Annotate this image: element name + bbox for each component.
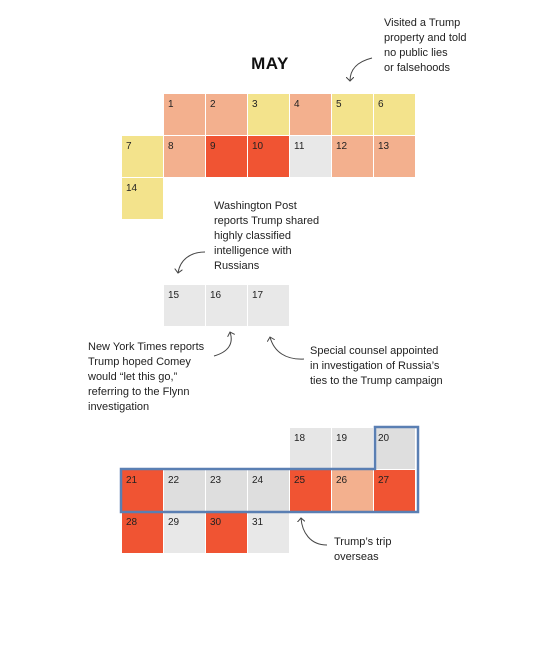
day-number: 31	[252, 517, 264, 528]
day-number: 30	[210, 517, 222, 528]
day-number: 14	[126, 183, 138, 194]
day-number: 13	[378, 141, 390, 152]
day-cell-12	[332, 136, 373, 177]
day-cell-14	[122, 178, 163, 219]
day-cell-25	[290, 470, 331, 511]
day-number: 11	[294, 141, 305, 152]
day-cell-19	[332, 428, 373, 469]
arrow-counsel	[270, 337, 304, 359]
day-number: 25	[294, 475, 306, 486]
day-number: 17	[252, 290, 264, 301]
day-cell-31	[248, 512, 289, 553]
day-number: 24	[252, 475, 264, 486]
day-number: 19	[336, 433, 348, 444]
day-cell-27	[374, 470, 415, 511]
annotation-nyt: New York Times reports Trump hoped Comey would “let this go,” referring to the Flynn investigation	[88, 341, 205, 413]
day-cell-24	[248, 470, 289, 511]
day-number: 12	[336, 141, 348, 152]
day-cell-3	[248, 94, 289, 135]
annotation-visit: Visited a Trump property and told no public lies or falsehoods	[384, 17, 467, 74]
arrow-wapo	[178, 252, 205, 273]
annotation-counsel: Special counsel appointed in investigation of Russia’s ties to the Trump campaign	[310, 345, 443, 387]
day-number: 10	[252, 141, 264, 152]
day-number: 15	[168, 290, 180, 301]
day-cell-21	[122, 470, 163, 511]
day-number: 20	[378, 433, 390, 444]
day-cell-26	[332, 470, 373, 511]
day-number: 2	[210, 99, 216, 110]
arrow-visit	[350, 58, 372, 81]
day-cell-2	[206, 94, 247, 135]
day-number: 29	[168, 517, 180, 528]
day-cell-11	[290, 136, 331, 177]
day-number: 18	[294, 433, 306, 444]
arrow-trip	[301, 518, 327, 545]
day-cell-17	[248, 285, 289, 326]
day-cell-28	[122, 512, 163, 553]
day-number: 8	[168, 141, 174, 152]
annotation-trip: Trump’s trip overseas	[334, 536, 392, 563]
day-cell-18	[290, 428, 331, 469]
day-cell-5	[332, 94, 373, 135]
day-number: 28	[126, 517, 138, 528]
day-cell-7	[122, 136, 163, 177]
day-cell-9	[206, 136, 247, 177]
day-number: 5	[336, 99, 342, 110]
day-number: 7	[126, 141, 132, 152]
day-number: 16	[210, 290, 222, 301]
day-number: 1	[168, 99, 174, 110]
day-cell-16	[206, 285, 247, 326]
day-number: 3	[252, 99, 258, 110]
day-number: 4	[294, 99, 300, 110]
day-cell-1	[164, 94, 205, 135]
day-number: 27	[378, 475, 390, 486]
day-cell-4	[290, 94, 331, 135]
day-number: 9	[210, 141, 216, 152]
day-cell-10	[248, 136, 289, 177]
day-number: 23	[210, 475, 222, 486]
day-cell-13	[374, 136, 415, 177]
annotation-wapo: Washington Post reports Trump shared highly classified intelligence with Russians	[214, 200, 320, 272]
day-cell-8	[164, 136, 205, 177]
day-number: 22	[168, 475, 180, 486]
day-cell-22	[164, 470, 205, 511]
day-cell-23	[206, 470, 247, 511]
day-cell-15	[164, 285, 205, 326]
chart-title: MAY	[251, 54, 289, 73]
arrow-nyt	[214, 332, 231, 356]
day-cell-20	[374, 428, 415, 469]
day-cell-30	[206, 512, 247, 553]
day-cell-6	[374, 94, 415, 135]
day-number: 6	[378, 99, 384, 110]
day-cell-29	[164, 512, 205, 553]
day-number: 26	[336, 475, 348, 486]
day-number: 21	[126, 475, 138, 486]
